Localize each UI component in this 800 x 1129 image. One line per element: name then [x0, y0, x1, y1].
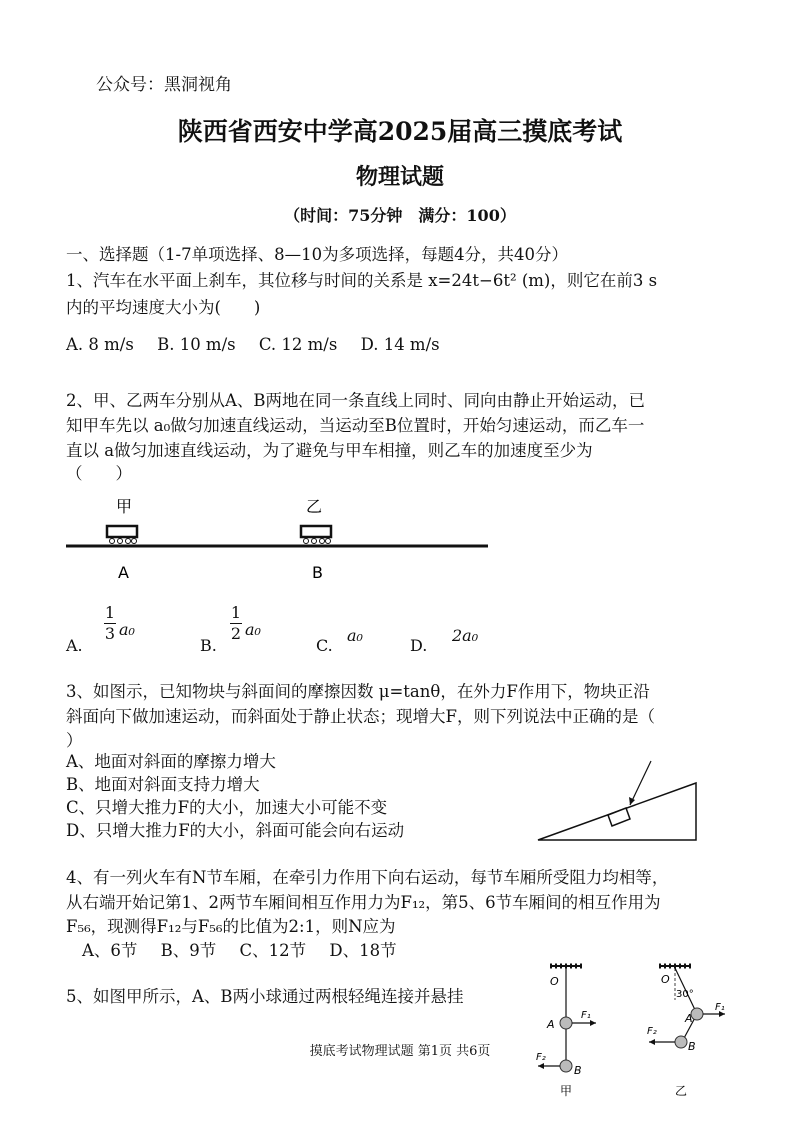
- exam-subtitle: 物理试题: [355, 164, 444, 190]
- car-b: [301, 526, 331, 544]
- point-a-label: A: [118, 563, 129, 582]
- page-footer: 摸底考试物理试题 第1页 共6页: [309, 1044, 491, 1059]
- force-arrow-head: [629, 797, 635, 805]
- point-o-label: O: [661, 973, 670, 986]
- q4-option-d: D、18节: [329, 941, 397, 960]
- f1-label: F₁: [581, 1010, 591, 1021]
- section-heading: 一、选择题（1-7单项选择、8—10为多项选择，每题4分，共40分）: [66, 245, 569, 264]
- q4-option-a: A、6节: [82, 941, 138, 960]
- q2-line1: 2、甲、乙两车分别从A、B两地在同一条直线上同时、同向由静止开始运动，已: [66, 391, 646, 410]
- q2-line2: 知甲车先以 a₀做匀加速直线运动，当运动至B位置时，开始匀速运动，而乙车一: [66, 416, 645, 435]
- q2-road-diagram: [60, 490, 500, 590]
- q1-line2: 内的平均速度大小为( ): [66, 298, 261, 317]
- q4-line1: 4、有一列火车有N节车厢，在牵引力作用下向右运动，每节车厢所受阻力均相等，: [66, 868, 669, 887]
- force-f1-arrowhead: [590, 1020, 596, 1026]
- ball-b-label: B: [688, 1040, 696, 1053]
- ball-b-label: B: [574, 1064, 582, 1077]
- q5-figure-left: [530, 960, 650, 1100]
- car-a: [107, 526, 137, 544]
- force-f2-arrowhead: [538, 1063, 544, 1069]
- q3-line2: 斜面向下做加速运动，而斜面处于静止状态；现增大F，则下列说法中正确的是（: [66, 707, 655, 726]
- car-a-label: 甲: [116, 497, 133, 516]
- f2-label: F₂: [647, 1026, 657, 1037]
- fraction-denominator: 3: [104, 624, 116, 643]
- q3-line1: 3、如图示，已知物块与斜面间的摩擦因数 μ=tanθ，在外力F作用下，物块正沿: [66, 682, 650, 701]
- ball-a: [560, 1017, 572, 1029]
- figure-caption-yi: 乙: [675, 1084, 688, 1098]
- point-b-label: B: [312, 563, 323, 582]
- exam-title: 陕西省西安中学高2025届高三摸底考试: [177, 117, 623, 146]
- figure-caption-jia: 甲: [560, 1084, 573, 1098]
- ball-a-label: A: [547, 1018, 555, 1031]
- fraction-numerator: 1: [230, 603, 242, 622]
- q1-option-b: B. 10 m/s: [157, 335, 236, 354]
- f2-label: F₂: [536, 1052, 546, 1063]
- q3-incline-diagram: [530, 755, 710, 847]
- q4-line3: F₅₆，现测得F₁₂与F₅₆的比值为2:1，则N应为: [66, 917, 396, 936]
- fraction-denominator: 2: [230, 624, 242, 643]
- q5-line1: 5、如图甲所示，A、B两小球通过两根轻绳连接并悬挂: [66, 987, 464, 1006]
- fraction-numerator: 1: [104, 603, 116, 622]
- block: [608, 808, 630, 826]
- exam-time-info: （时间：75分钟 满分：100）: [284, 206, 516, 225]
- q5-figure-right: [635, 960, 765, 1100]
- q2-option-b-var: a₀: [245, 620, 261, 639]
- q2-option-d-letter: D.: [410, 636, 428, 655]
- q3-option-d: D、只增大推力F的大小，斜面可能会向右运动: [66, 821, 405, 840]
- ball-a-label: A: [685, 1012, 693, 1025]
- q4-options: [82, 939, 415, 963]
- f1-label: F₁: [715, 1002, 725, 1013]
- q2-option-a-var: a₀: [119, 620, 135, 639]
- q2-option-c-value: a₀: [347, 626, 363, 645]
- point-o-label: O: [550, 975, 559, 988]
- q1-option-d: D. 14 m/s: [360, 335, 440, 354]
- q3-line3: ）: [66, 731, 83, 750]
- q1-option-c: C. 12 m/s: [258, 335, 338, 354]
- q2-option-a-fraction: [104, 603, 116, 644]
- q4-option-c: C、12节: [239, 941, 307, 960]
- q2-option-a-letter: A.: [66, 636, 83, 655]
- ball-a: [691, 1008, 703, 1020]
- q2-option-b-fraction: [230, 603, 242, 644]
- q2-option-d-value: 2a₀: [452, 626, 479, 645]
- angle-label: 30°: [676, 989, 694, 1000]
- watermark-text: 公众号：黑洞视角: [96, 75, 232, 95]
- q1-options: [66, 333, 458, 357]
- q2-option-c-letter: C.: [316, 636, 333, 655]
- q4-option-b: B、9节: [160, 941, 217, 960]
- q2-option-b-letter: B.: [200, 636, 217, 655]
- q2-line3: 直以 a做匀加速直线运动，为了避免与甲车相撞，则乙车的加速度至少为: [66, 441, 593, 460]
- q3-option-a: A、地面对斜面的摩擦力增大: [66, 752, 276, 771]
- q3-option-c: C、只增大推力F的大小，加速大小可能不变: [66, 798, 388, 817]
- q1-line1: 1、汽车在水平面上刹车，其位移与时间的关系是 x=24t−6t² (m)，则它在前3 s: [66, 271, 658, 290]
- q3-option-b: B、地面对斜面支持力增大: [66, 775, 260, 794]
- q2-line4: （ ）: [66, 464, 132, 483]
- car-b-label: 乙: [306, 497, 323, 516]
- force-arrow: [630, 761, 651, 805]
- q4-line2: 从右端开始记第1、2两节车厢间相互作用力为F₁₂，第5、6节车厢间的相互作用为: [66, 893, 661, 912]
- q1-option-a: A. 8 m/s: [66, 335, 134, 354]
- ball-b: [560, 1060, 572, 1072]
